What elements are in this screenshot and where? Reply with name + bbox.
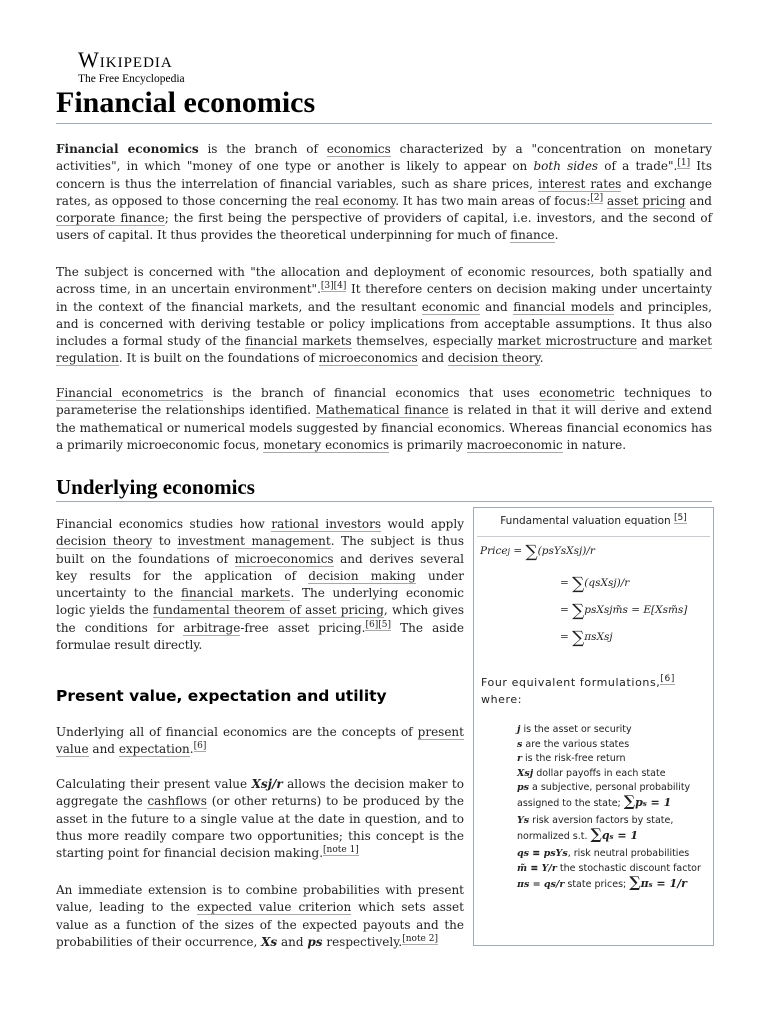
citation-3[interactable]: [3] (320, 281, 334, 292)
citation-5[interactable]: [5] (674, 512, 687, 523)
text: which sets asset value as a function of the sizes of the expected payouts and the probabilities of their occurrence, (56, 900, 464, 949)
link-interest-rates[interactable]: interest rates (538, 176, 622, 191)
link-decision-making[interactable]: decision making (308, 568, 416, 583)
caption-where: where: (481, 693, 523, 706)
link-financial-econometrics[interactable]: Financial econometrics (56, 386, 204, 400)
citation-4[interactable]: [4] (333, 281, 347, 292)
text: and (479, 299, 514, 314)
def-text: dollar payoffs in each state (533, 767, 666, 779)
text: . (539, 351, 544, 366)
def-symbol: s (517, 738, 523, 750)
infobox-divider (477, 536, 710, 537)
definition-item (517, 723, 707, 737)
citation-2[interactable]: [2] (590, 192, 604, 203)
text: and exchange rates, as opposed to those concerning the (56, 176, 712, 208)
def-text: is the asset or security (520, 724, 632, 735)
citation-5[interactable]: [5] (378, 619, 391, 630)
def-symbol: r (517, 753, 523, 764)
link-financial-markets[interactable]: financial markets (180, 586, 291, 601)
text: ; the first being the perspective of providers of capital, i.e. investors, and the second of users of capital. It thus provides the theoretical underpinning for much of (56, 211, 713, 243)
link-arbitrage[interactable]: arbitrage (183, 620, 241, 635)
def-symbol: πs = qs/r (517, 879, 565, 890)
pv-paragraph-2 (56, 776, 464, 862)
lead-paragraph-2 (56, 264, 712, 368)
def-text: state prices; (564, 879, 630, 890)
caption-text: Four equivalent formulations, (481, 676, 661, 689)
definition-item (517, 752, 707, 766)
math-present-value: Xsj/r (251, 777, 283, 791)
link-decision-theory[interactable]: decision theory (447, 351, 540, 366)
lead-paragraph-1 (56, 141, 712, 245)
eq-rhs-2: (qsXsj)/r (584, 577, 630, 589)
link-fundamental-theorem[interactable]: fundamental theorem of asset pricing (152, 603, 384, 618)
wikipedia-wordmark: Wikipedia (78, 47, 173, 72)
pv-paragraph-3 (56, 882, 464, 951)
link-market-microstructure[interactable]: market microstructure (497, 334, 637, 349)
link-economic[interactable]: economic (421, 299, 480, 314)
text: under uncertainty to the (56, 568, 464, 601)
link-asset-pricing[interactable]: asset pricing (607, 193, 686, 208)
subsection-heading-present-value: Present value, expectation and utility (56, 687, 387, 705)
math-xs: Xs (261, 934, 278, 949)
eq-rhs-1: (psYsXsj)/r (537, 545, 595, 557)
text: and (417, 351, 448, 366)
text: and (277, 934, 308, 949)
text: Financial economics studies how (56, 517, 272, 531)
text: It therefore centers on decision making under uncertainty in the context of the financial markets, and the resultant (56, 282, 712, 314)
text: Calculating their present value (56, 777, 252, 791)
text: . The subject is thus built on the foundations of (56, 534, 464, 566)
valuation-infobox (473, 507, 714, 946)
text: -free asset pricing. (240, 620, 366, 635)
definition-item: ps a subjective, personal probability assigned to the state; ∑ps = 1 (517, 782, 691, 810)
citation-6[interactable]: [6] (365, 619, 379, 630)
link-corporate-finance[interactable]: corporate finance (56, 211, 165, 226)
text: is the branch of financial economics that uses (203, 386, 540, 400)
def-symbol: qs ≡ psYs (517, 848, 568, 859)
def-text: a subjective, personal probability assigned to the state; (517, 782, 691, 809)
text: and (88, 742, 119, 757)
link-decision-theory[interactable]: decision theory (56, 534, 153, 549)
infobox-title (474, 514, 713, 528)
text: Its concern is thus the interrelation of financial variables, such as share prices, (56, 159, 712, 191)
wikipedia-tagline: The Free Encyclopedia (78, 73, 185, 85)
link-mathematical-finance[interactable]: Mathematical finance (315, 403, 449, 418)
text: and (685, 193, 712, 208)
emphasis: both sides (533, 159, 599, 174)
text: respectively. (322, 934, 403, 949)
definition-item: πs = qs/r state prices; ∑πs = 1/r (517, 873, 687, 891)
link-expected-value-criterion[interactable]: expected value criterion (196, 900, 352, 915)
text: . (554, 228, 559, 243)
link-macroeconomic[interactable]: macroeconomic (466, 437, 563, 452)
def-text: are the various states (522, 738, 630, 750)
text: The aside formulae result directly. (56, 620, 464, 653)
def-symbol: m̃ ≡ Y/r (517, 862, 557, 874)
text: Underlying all of financial economics are the concepts of (56, 725, 418, 739)
text: is the branch of (198, 142, 327, 156)
text: of a trade". (598, 159, 678, 174)
text: and derives several key results for the application of (56, 551, 465, 583)
infobox-title-text: Fundamental valuation equation (500, 515, 671, 527)
text: themselves, especially (351, 334, 498, 349)
link-economics[interactable]: economics (326, 142, 391, 156)
section-divider (56, 501, 712, 502)
text: and principles, and is concerned with deriving testable or policy implications from acceptable assumptions. It thus also includes a formal study of the (56, 299, 712, 349)
link-rational-investors[interactable]: rational investors (271, 517, 381, 531)
text: is related in that it will derive and extend the mathematical or numerical models suggested by financial economics. Whereas financial economics has a primarily microeconomic focus, (56, 403, 712, 452)
definition-item (517, 847, 707, 861)
definition-item (517, 738, 707, 752)
link-microeconomics[interactable]: microeconomics (318, 351, 418, 366)
equation-4: = ∑πsXsj (560, 628, 613, 648)
citation-1[interactable]: [1] (677, 158, 691, 169)
text: . (189, 742, 194, 757)
text: is primarily (389, 437, 467, 452)
def-text: is the risk-free return (522, 753, 626, 764)
pv-paragraph-1 (56, 724, 464, 759)
link-expectation[interactable]: expectation (118, 742, 190, 757)
def-text: , risk neutral probabilities (567, 848, 690, 859)
link-financial-models[interactable]: financial models (513, 299, 615, 314)
text: allows the decision maker to aggregate the (56, 777, 464, 809)
eq-lhs: Price (480, 545, 508, 557)
eq-rhs-3: psXsjm̃s = E[Xsm̃s] (584, 604, 688, 616)
text: An immediate extension is to combine probabilities with present value, leading to the (56, 883, 464, 915)
def-text: the stochastic discount factor (556, 862, 701, 874)
link-investment-management[interactable]: investment management (177, 534, 331, 549)
definition-item (517, 767, 707, 781)
note-2[interactable]: [note 2] (402, 933, 438, 944)
title-divider (56, 123, 712, 124)
link-financial-markets[interactable]: financial markets (245, 334, 352, 349)
text: . It has two main areas of focus: (395, 193, 591, 208)
text: to (152, 534, 178, 549)
def-symbol: Xsj (517, 767, 534, 779)
text: . It is built on the foundations of (118, 351, 319, 366)
citation-6[interactable]: [6] (660, 674, 675, 685)
link-monetary-economics[interactable]: monetary economics (263, 437, 390, 452)
text: . The underlying economic logic yields the (56, 586, 464, 618)
bold-term: Financial economics (56, 142, 199, 156)
link-cashflows[interactable]: cashflows (147, 794, 207, 809)
note-1[interactable]: [note 1] (323, 845, 359, 856)
text: , which gives the conditions for (56, 603, 464, 635)
text: (or other returns) to be produced by the asset in the future to a single value at the date in question, and to thus more readily compare two opportunities; this concept is the starting point for financial decision making. (56, 794, 464, 861)
def-symbol: Ys (517, 815, 530, 826)
text: techniques to parameterise the relationships identified. (56, 386, 712, 418)
infobox-caption (481, 674, 707, 708)
def-symbol: j (517, 724, 521, 735)
definition-item (517, 862, 707, 876)
text: The subject is concerned with "the allocation and deployment of economic resources, both spatially and across time, in an uncertain environment". (56, 265, 712, 297)
link-real-economy[interactable]: real economy (314, 193, 396, 208)
eq-rhs-4: πsXsj (584, 631, 613, 643)
equation-1: Pricej = ∑(psYsXsj)/r (480, 542, 595, 562)
infobox-definitions (517, 723, 707, 893)
link-present-value[interactable]: present value (56, 725, 464, 757)
section-heading-underlying-economics: Underlying economics (56, 475, 255, 499)
link-market-regulation[interactable]: market regulation (56, 334, 713, 366)
link-microeconomics[interactable]: microeconomics (234, 551, 334, 566)
text: and (636, 334, 669, 349)
def-text: risk aversion factors by state, normalized s.t. (517, 815, 674, 842)
definition-item: Ys risk aversion factors by state, normalized s.t. ∑qs = 1 (517, 815, 674, 843)
lead-paragraph-3 (56, 385, 712, 454)
citation-6[interactable]: [6] (193, 741, 207, 752)
equation-2: = ∑(qsXsj)/r (560, 574, 630, 594)
math-ps: ps (307, 934, 323, 949)
text: characterized by a "concentration on monetary activities", in which "money of one type or another is likely to appear on (56, 142, 712, 174)
text: would apply (380, 517, 464, 531)
def-symbol: ps (517, 782, 529, 793)
equation-3: = ∑psXsjm̃s = E[Xsm̃s] (560, 601, 688, 621)
page-title: Financial economics (56, 86, 316, 119)
underlying-paragraph (56, 516, 464, 654)
link-econometric[interactable]: econometric (539, 386, 615, 400)
text: in nature. (562, 437, 627, 452)
wikipedia-logo[interactable] (78, 48, 185, 86)
link-finance[interactable]: finance (510, 228, 555, 243)
